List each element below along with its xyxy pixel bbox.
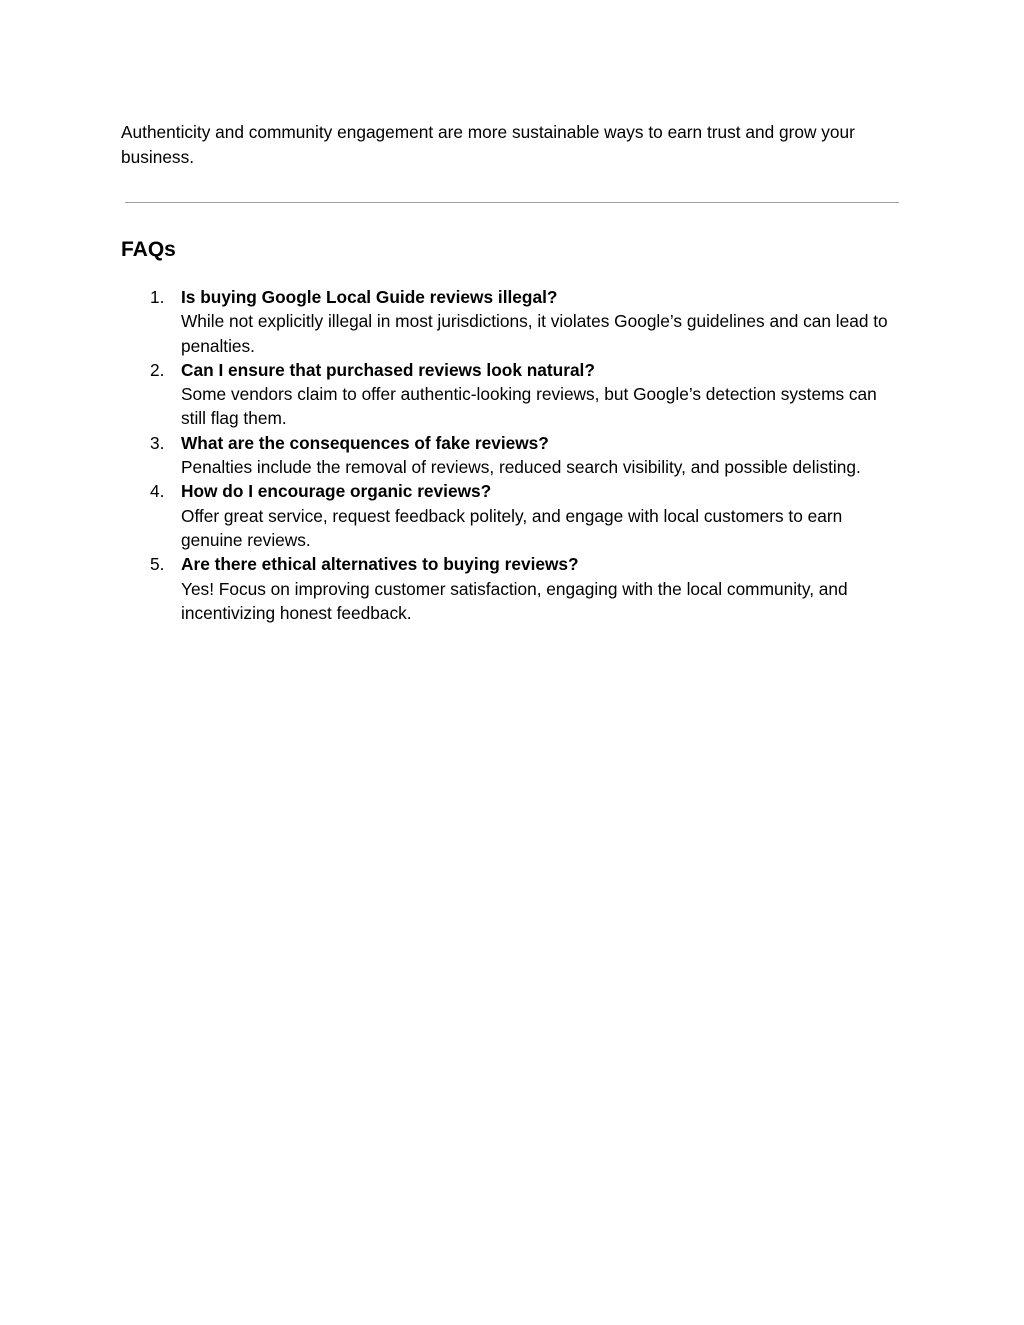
faq-answer: Some vendors claim to offer authentic-looking reviews, but Google’s detection systems can still flag them. [181, 384, 877, 429]
faq-question: Is buying Google Local Guide reviews illegal? [181, 287, 558, 307]
faq-question: Can I ensure that purchased reviews look natural? [181, 359, 595, 380]
faq-number: 1. [150, 287, 165, 307]
faq-heading: FAQs [121, 238, 176, 261]
faq-number: 4. [150, 481, 165, 502]
faq-answer: Penalties include the removal of reviews, reduced search visibility, and possible delisting. [181, 457, 861, 478]
faq-answer: Offer great service, request feedback politely, and engage with local customers to earn genuine reviews. [181, 505, 843, 550]
faq-answer: Yes! Focus on improving customer satisfaction, engaging with the local community, and incentivizing honest feedback. [181, 578, 848, 623]
horizontal-divider [125, 202, 899, 203]
faq-question: What are the consequences of fake reviews? [181, 432, 549, 453]
faq-answer: While not explicitly illegal in most jurisdictions, it violates Google’s guidelines and can lead to penalties. [181, 311, 888, 356]
faq-number: 5. [150, 554, 165, 575]
faq-item-4 [0, 479, 901, 552]
faq-item-3 [0, 431, 901, 480]
intro-paragraph: Authenticity and community engagement are more sustainable ways to earn trust and grow your business. [121, 122, 855, 167]
faq-item-1 [0, 285, 901, 358]
faq-question: How do I encourage organic reviews? [181, 481, 492, 502]
faq-question: Are there ethical alternatives to buying reviews? [181, 554, 579, 575]
faq-number: 3. [150, 432, 165, 453]
faq-item-2 [0, 358, 901, 431]
faq-item-5 [0, 552, 901, 625]
faq-number: 2. [150, 359, 165, 380]
faq-list [0, 285, 1024, 625]
